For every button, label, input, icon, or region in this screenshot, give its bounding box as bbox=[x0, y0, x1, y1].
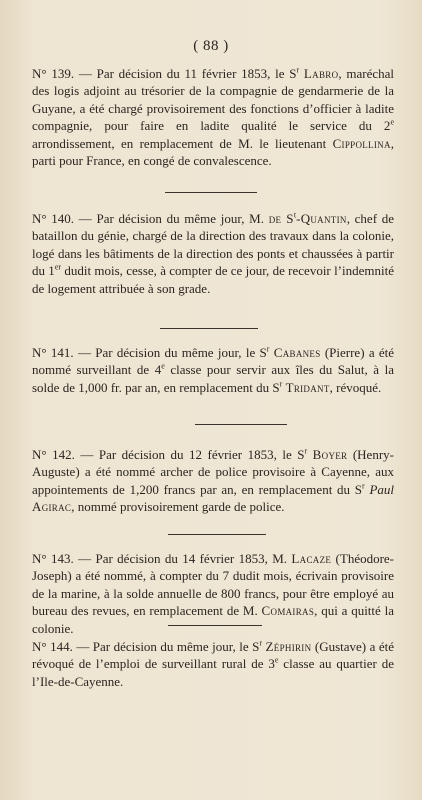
entry-number: N° 139. bbox=[32, 66, 75, 81]
person-name: Agirac bbox=[32, 499, 72, 515]
entry-number: N° 142. bbox=[32, 447, 75, 462]
entry-141 bbox=[32, 344, 394, 396]
entry-number: N° 143. bbox=[32, 551, 74, 566]
entry-144 bbox=[32, 638, 394, 690]
entry-text: N° 141. — Par décision du même jour, le $S^r$ Cabanes (Pierre) a été nommé surveillant de 4e classe pour servir aux îles du Salut, à la solde de 1,000 fr. par an, en remplacement du $S^r$ Tridant, révoqué. bbox=[32, 344, 395, 395]
separator-rule bbox=[160, 328, 258, 329]
entry-text: N° 142. — Par décision du 12 février 1853, le $S^r$ Boyer (Henry-Auguste) a été nommé archer de police provisoire à Cayenne, aux appointements de 1,200 francs par an, en remplacement du $S^r$ Paul Agirac, nommé provisoirement garde de police. bbox=[32, 446, 395, 515]
person-name: Zéphirin bbox=[265, 639, 312, 654]
entry-text: N° 139. — Par décision du 11 février 1853, le $S^r$ Labro, maréchal des logis adjoint au trésorier de la compagnie de gendarmerie de la Guyane, a été chargé provisoirement des fonctions d’officier à ladite compagnie, pour faire en ladite qualité le service du 2e arrondissement, en remplacement de M. le lieutenant Cippollina, parti pour France, en congé de convalescence. bbox=[32, 65, 395, 169]
entry-142 bbox=[32, 446, 394, 516]
entry-text: N° 143. — Par décision du 14 février 1853, M. Lacaze (Théodore-Joseph) a été nommé, à compter du 7 dudit mois, écrivain provisoire de la marine, à la solde annuelle de 800 francs, pour être employé au bureau des revues, en remplacement de M. Comairas, qui a quitté la colonie. bbox=[32, 551, 395, 636]
person-name: Lacaze bbox=[291, 551, 332, 566]
person-name: de S bbox=[268, 211, 294, 226]
separator-rule bbox=[195, 424, 287, 425]
entry-number: N° 140. bbox=[32, 211, 75, 226]
entry-text: N° 140. — Par décision du même jour, M. de $S^t$-Quantin, chef de bataillon du génie, chargé de la direction des travaux dans la colonie, logé dans les bâtiments de la direction des ponts et chaussées à partir du 1er dudit mois, cesse, à compter de ce jour, de recevoir l’indemnité de logement attribuée à son grade. bbox=[32, 210, 395, 296]
person-name: Comairas bbox=[261, 603, 315, 619]
entry-140 bbox=[32, 210, 394, 297]
entry-number: N° 141. bbox=[32, 345, 74, 360]
person-name: Labro bbox=[303, 66, 339, 81]
person-name: Boyer bbox=[312, 447, 348, 462]
separator-rule bbox=[168, 534, 266, 535]
page-number: ( 88 ) bbox=[193, 38, 229, 54]
entry-number: N° 144. bbox=[32, 639, 73, 654]
separator-rule bbox=[168, 625, 262, 626]
person-name: Cippollina bbox=[332, 135, 391, 151]
entry-143 bbox=[32, 550, 394, 637]
separator-rule bbox=[165, 192, 257, 193]
entry-text: N° 144. — Par décision du même jour, le $S^r$ Zéphirin (Gustave) a été révoqué de l’emploi de surveillant rural de 3e classe au quartier de l’Ile-de-Cayenne. bbox=[32, 638, 395, 689]
person-name: Cabanes bbox=[273, 345, 321, 360]
person-name: Tridant bbox=[285, 379, 330, 395]
entry-139 bbox=[32, 65, 394, 169]
